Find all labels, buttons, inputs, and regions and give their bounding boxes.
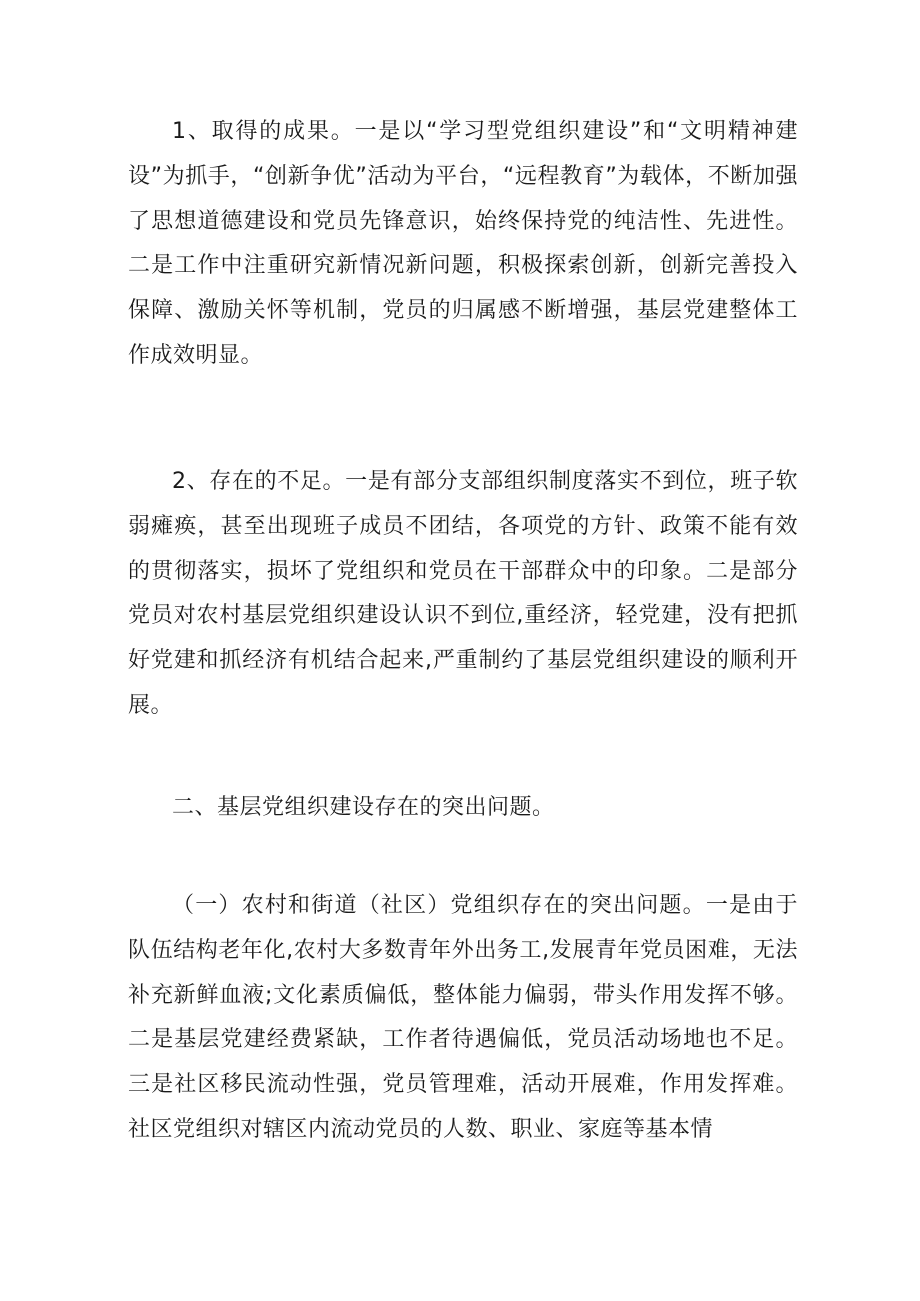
paragraph-achievements: 1、取得的成果。一是以“学习型党组织建设”和“文明精神建设”为抓手，“创新争优”活动为平台，“远程教育”为载体，不断加强了思想道德建设和党员先锋意识，始终保持党的纯洁性、先进性。二是工作中注重研究新情况新问题，积极探索创新，创新完善投入保障、激励关怀等机制，党员的归属感不断增强，基层党建整体工作成效明显。 (128, 119, 798, 368)
paragraph-rural-community-problems: （一）农村和街道（社区）党组织存在的突出问题。一是由于队伍结构老年化,农村大多数青年外出务工,发展青年党员困难，无法补充新鲜血液;文化素质偏低，整体能力偏弱，带头作用发挥不够。二是基层党建经费紧缺，工作者待遇偏低，党员活动场地也不足。三是社区移民流动性强，党员管理难，活动开展难，作用发挥难。社区党组织对辖区内流动党员的人数、职业、家庭等基本情 (128, 893, 798, 1142)
paragraph-shortcomings: 2、存在的不足。一是有部分支部组织制度落实不到位，班子软弱瘫痪，甚至出现班子成员不团结，各项党的方针、政策不能有效的贯彻落实，损坏了党组织和党员在干部群众中的印象。二是部分党员对农村基层党组织建设认识不到位,重经济，轻党建，没有把抓好党建和抓经济有机结合起来,严重制约了基层党组织建设的顺利开展。 (128, 469, 798, 718)
section-heading-problems: 二、基层党组织建设存在的突出问题。 (172, 795, 555, 820)
